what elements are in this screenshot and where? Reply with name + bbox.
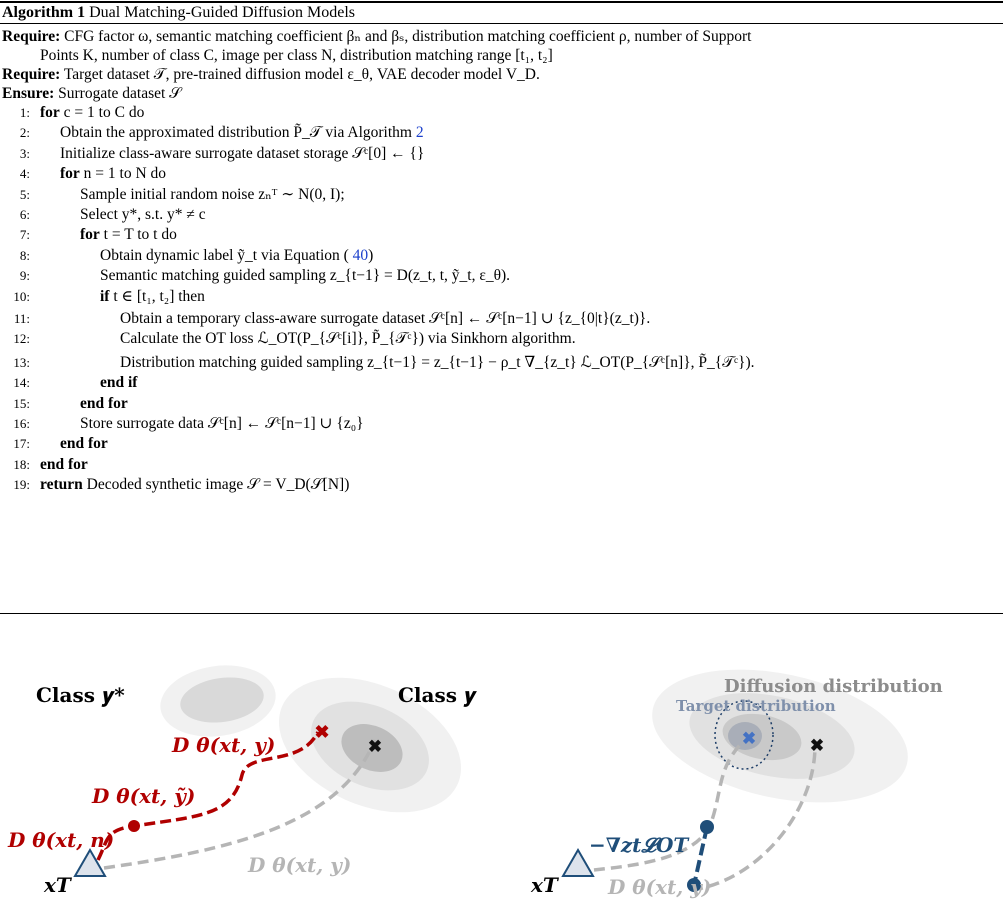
step-text: Store surrogate data 𝒮ᶜ[n] ← 𝒮ᶜ[n−1] ∪ {z₀}	[80, 415, 364, 432]
step-keyword: for	[40, 104, 60, 121]
step-keyword: end for	[40, 456, 88, 473]
step-text: Calculate the OT loss ℒ_OT(P_{𝒮ᶜ[i]}, P̃_{𝒯ᶜ}) via Sinkhorn algorithm.	[120, 330, 576, 347]
label-d-theta-xt-n: 𝑫 θ(𝒙t, 𝒏)	[8, 828, 115, 852]
step-number: 8:	[19, 248, 30, 263]
step-number: 17:	[13, 436, 30, 451]
step-number: 3:	[19, 146, 30, 161]
algorithm-step	[80, 414, 364, 434]
step-number: 2:	[19, 125, 30, 140]
step-keyword: end if	[100, 374, 138, 391]
algorithm-title	[2, 4, 355, 22]
step-number: 19:	[13, 477, 30, 492]
algorithm-step	[100, 246, 373, 266]
label-xT-left: 𝒙T	[44, 873, 71, 897]
algorithm-step	[80, 225, 177, 245]
reference-link[interactable]: 2	[415, 124, 424, 141]
step-number: 11:	[13, 311, 30, 326]
step-text: t ∈ [t₁, t₂] then	[113, 288, 205, 305]
step-keyword: for	[60, 165, 80, 182]
algorithm-step	[80, 205, 206, 225]
step-text: Semantic matching guided sampling z_{t−1} = D(z_t, t, ỹ_t, ε_θ).	[100, 267, 511, 284]
step-keyword: end for	[80, 395, 128, 412]
step-number: 1:	[19, 105, 30, 120]
step-text: Sample initial random noise zₙᵀ ∼ N(0, I);	[80, 186, 345, 203]
reference-link[interactable]: 40	[352, 247, 369, 264]
algorithm-step	[120, 329, 576, 349]
ot-gradient-label: −𝜵zt𝓛OT	[589, 833, 689, 857]
step-text: n = 1 to N do	[83, 165, 167, 182]
bottom-rule	[0, 613, 1003, 614]
require-line-1	[2, 27, 751, 47]
step-text: Select y*, s.t. y* ≠ c	[80, 206, 206, 223]
step-number: 15:	[13, 396, 30, 411]
step-number: 13:	[13, 355, 30, 370]
require-line-1-cont	[40, 46, 553, 66]
target-distribution-label: Target distribution	[676, 697, 836, 715]
step-number: 12:	[13, 331, 30, 346]
class-y-label: Class 𝒚	[398, 683, 477, 707]
class-y-center-marker: ✖	[367, 737, 383, 757]
step-number: 14:	[13, 375, 30, 390]
require-text-1: CFG factor ω, semantic matching coefficient βₙ and βₛ, distribution matching coefficient ρ, number of Support	[64, 28, 752, 45]
red-point	[128, 820, 140, 832]
algorithm-step	[60, 434, 108, 454]
algorithm-label: Algorithm 1	[2, 4, 86, 21]
algorithm-step	[60, 164, 166, 184]
step-text: Initialize class-aware surrogate dataset storage 𝒮ᶜ[0] ← {}	[60, 145, 425, 162]
step-keyword: for	[80, 226, 100, 243]
require-keyword-2: Require:	[2, 66, 61, 83]
step-text: Distribution matching guided sampling z_{t−1} = z_{t−1} − ρ_t ∇_{z_t} ℒ_OT(P_{𝒮ᶜ[n]}, P̃_{𝒯ᶜ}).	[120, 354, 755, 371]
label-xT-right: 𝒙T	[531, 873, 558, 897]
require-keyword: Require:	[2, 28, 61, 45]
algorithm-step	[120, 309, 650, 329]
ensure-text: Surrogate dataset 𝒮	[58, 85, 182, 102]
algorithm-name: Dual Matching-Guided Diffusion Models	[89, 4, 355, 21]
step-number: 5:	[19, 187, 30, 202]
algorithm-step	[60, 144, 424, 164]
step-text: Obtain a temporary class-aware surrogate dataset 𝒮ᶜ[n] ← 𝒮ᶜ[n−1] ∪ {z_{0|t}(z_t)}.	[120, 310, 651, 327]
step-text: Decoded synthetic image 𝒮 = V_D(𝒮[N])	[86, 476, 350, 493]
step-text: Obtain dynamic label ỹ_t via Equation (	[100, 247, 349, 264]
figure-svg	[0, 640, 1003, 914]
step-keyword: if	[100, 288, 110, 305]
diffusion-distribution-label: Diffusion distribution	[724, 676, 943, 697]
algorithm-step	[100, 373, 137, 393]
top-rule	[0, 1, 1003, 3]
figure	[0, 640, 1003, 914]
algorithm-step	[120, 353, 755, 373]
label-d-theta-xt-y-grey-right: 𝑫 θ(𝒙t, 𝒚)	[608, 875, 712, 899]
step-number: 9:	[19, 268, 30, 283]
class-ystar-label: Class 𝒚*	[36, 683, 125, 707]
step-number: 18:	[13, 457, 30, 472]
step-number: 16:	[13, 416, 30, 431]
gradient-start-point	[700, 820, 714, 834]
algorithm-step	[80, 394, 128, 414]
require-text-2: Target dataset 𝒯, pre-trained diffusion model ε_θ, VAE decoder model V_D.	[63, 66, 540, 83]
title-rule	[0, 23, 1003, 24]
step-text: Obtain the approximated distribution P̃_𝒯 via Algorithm	[60, 124, 412, 141]
target-center-marker: ✖	[741, 729, 757, 749]
algorithm-step	[100, 266, 510, 286]
step-number: 10:	[13, 289, 30, 304]
require-text-1b: Points K, number of class C, image per class N, distribution matching range [t₁, t₂]	[40, 47, 553, 64]
step-keyword: return	[40, 476, 83, 493]
step-number: 7:	[19, 227, 30, 242]
label-d-theta-xt-y-red: 𝑫 θ(𝒙t, 𝒚)	[172, 733, 276, 757]
diffusion-center-marker: ✖	[809, 736, 825, 756]
algorithm-step	[40, 475, 349, 495]
step-number: 6:	[19, 207, 30, 222]
algorithm-step	[60, 123, 424, 143]
algorithm-step	[100, 287, 205, 307]
step-number: 4:	[19, 166, 30, 181]
class-ystar-distribution	[156, 658, 281, 743]
step-text-tail: )	[368, 247, 374, 264]
ensure-keyword: Ensure:	[2, 85, 55, 102]
step-text: t = T to t do	[103, 226, 177, 243]
diffusion-distribution-blob	[640, 648, 920, 823]
step-text: c = 1 to C do	[63, 104, 145, 121]
algorithm-step	[80, 185, 345, 205]
algorithm-step	[40, 455, 88, 475]
red-cross-marker: ✖	[314, 722, 330, 743]
require-line-2	[2, 65, 540, 85]
ensure-line	[2, 84, 181, 104]
label-d-theta-xt-ytilde: 𝑫 θ(𝒙t, 𝒚̃)	[92, 784, 196, 808]
step-keyword: end for	[60, 435, 108, 452]
algorithm-step	[40, 103, 144, 123]
label-d-theta-xt-y-grey-left: 𝑫 θ(𝒙t, 𝒚)	[248, 853, 352, 877]
